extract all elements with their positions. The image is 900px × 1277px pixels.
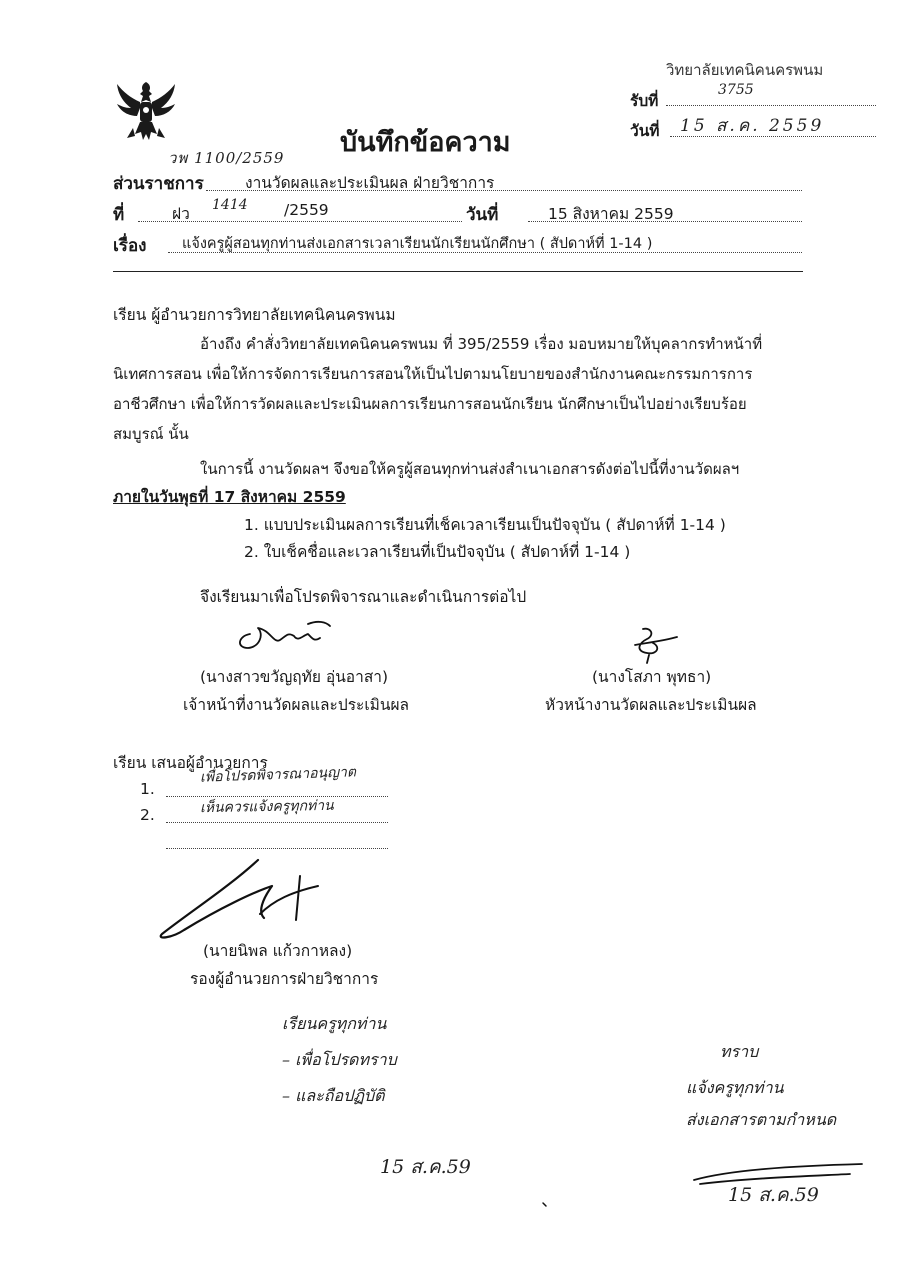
paragraph-1-line-2: นิเทศการสอน เพื่อให้การจัดการเรียนการสอนให้เป็นไปตามนโยบายของสำนักงานคณะกรรมการการ — [113, 365, 753, 383]
handwritten-date-right: 15 ส.ค.59 — [728, 1184, 819, 1206]
list-item: 1. แบบประเมินผลการเรียนที่เช็คเวลาเรียนเป็นปัจจุบัน ( สัปดาห์ที่ 1-14 ) — [244, 516, 726, 534]
handwritten-note-right-2: แจ้งครูทุกท่าน — [686, 1078, 784, 1097]
forward-note-1: เพื่อโปรดพิจารณาอนุญาต — [199, 764, 357, 786]
receive-stamp — [630, 58, 880, 148]
stamp-date-value: 15 ส.ค. 2559 — [680, 116, 825, 136]
subject-label: เรื่อง — [113, 236, 147, 256]
right-signature — [625, 625, 685, 665]
handwritten-ref: วพ 1100/2559 — [168, 149, 285, 167]
stamp-receive-no-label: รับที่ — [630, 92, 659, 110]
paragraph-1-line-4: สมบูรณ์ นั้น — [113, 425, 189, 443]
vice-director-position: รองผู้อำนวยการฝ่ายวิชาการ — [190, 970, 379, 988]
forward-salutation: เรียน เสนอผู้อำนวยการ — [113, 754, 268, 772]
list-item: 2. ใบเช็คชื่อและเวลาเรียนที่เป็นปัจจุบัน ( สัปดาห์ที่ 1-14 ) — [244, 543, 631, 561]
doc-no-label: ที่ — [113, 205, 125, 225]
forward-item-number: 1. — [140, 780, 155, 798]
handwritten-note-left-2: – เพื่อโปรดทราบ — [282, 1050, 397, 1069]
left-signature — [230, 614, 340, 659]
right-signer-name: (นางโสภา พุทธา) — [592, 668, 712, 686]
doc-no-year: /2559 — [284, 201, 329, 219]
stamp-date-label: วันที่ — [630, 122, 660, 140]
stamp-receive-no-value: 3755 — [718, 82, 754, 98]
forward-note-2: เห็นควรแจ้งครูทุกท่าน — [199, 797, 334, 817]
header-divider — [113, 271, 803, 272]
left-signer-position: เจ้าหน้าที่งานวัดผลและประเมินผล — [183, 696, 410, 714]
salutation: เรียน ผู้อำนวยการวิทยาลัยเทคนิคนครพนม — [113, 306, 396, 324]
stamp-institution: วิทยาลัยเทคนิคนครพนม — [666, 61, 824, 79]
handwritten-note-right-1: ทราบ — [720, 1042, 759, 1061]
garuda-emblem-icon — [113, 78, 179, 144]
page-title: บันทึกข้อความ — [340, 127, 511, 158]
handwritten-note-right-3: ส่งเอกสารตามกำหนด — [686, 1110, 837, 1129]
section-label: ส่วนราชการ — [113, 174, 204, 194]
doc-no-prefix: ฝว — [172, 205, 190, 223]
doc-date-value: 15 สิงหาคม 2559 — [548, 205, 674, 223]
closing: จึงเรียนมาเพื่อโปรดพิจารณาและดำเนินการต่อไป — [200, 588, 527, 606]
vice-director-name: (นายนิพล แก้วกาหลง) — [203, 942, 353, 960]
left-initial-mark — [540, 1200, 550, 1210]
handwritten-note-left-1: เรียนครูทุกท่าน — [282, 1014, 387, 1033]
paragraph-1-line-1: อ้างถึง คำสั่งวิทยาลัยเทคนิคนครพนม ที่ 395/2559 เรื่อง มอบหมายให้บุคลากรทำหน้าที่ — [200, 335, 763, 353]
paragraph-2-line-1: ในการนี้ งานวัดผลฯ จึงขอให้ครูผู้สอนทุกท่านส่งสำเนาเอกสารดังต่อไปนี้ที่งานวัดผลฯ — [200, 460, 740, 478]
doc-date-label: วันที่ — [466, 205, 499, 225]
right-signer-position: หัวหน้างานวัดผลและประเมินผล — [545, 696, 757, 714]
forward-item-number: 2. — [140, 806, 155, 824]
handwritten-date-left: 15 ส.ค.59 — [380, 1156, 471, 1178]
section-value: งานวัดผลและประเมินผล ฝ่ายวิชาการ — [245, 174, 495, 192]
left-signer-name: (นางสาวขวัญฤทัย อุ่นอาสา) — [200, 668, 389, 686]
doc-no-number: 1414 — [212, 197, 248, 213]
subject-value: แจ้งครูผู้สอนทุกท่านส่งเอกสารเวลาเรียนนักเรียนนักศึกษา ( สัปดาห์ที่ 1-14 ) — [182, 236, 653, 252]
paragraph-1-line-3: อาชีวศึกษา เพื่อให้การวัดผลและประเมินผลการเรียนการสอนนักเรียน นักศึกษาเป็นไปอย่างเรียบร้อย — [113, 395, 747, 413]
vice-director-signature — [150, 856, 350, 942]
handwritten-note-left-3: – และถือปฏิบัติ — [282, 1086, 385, 1105]
deadline: ภายในวันพุธที่ 17 สิงหาคม 2559 — [113, 488, 346, 506]
